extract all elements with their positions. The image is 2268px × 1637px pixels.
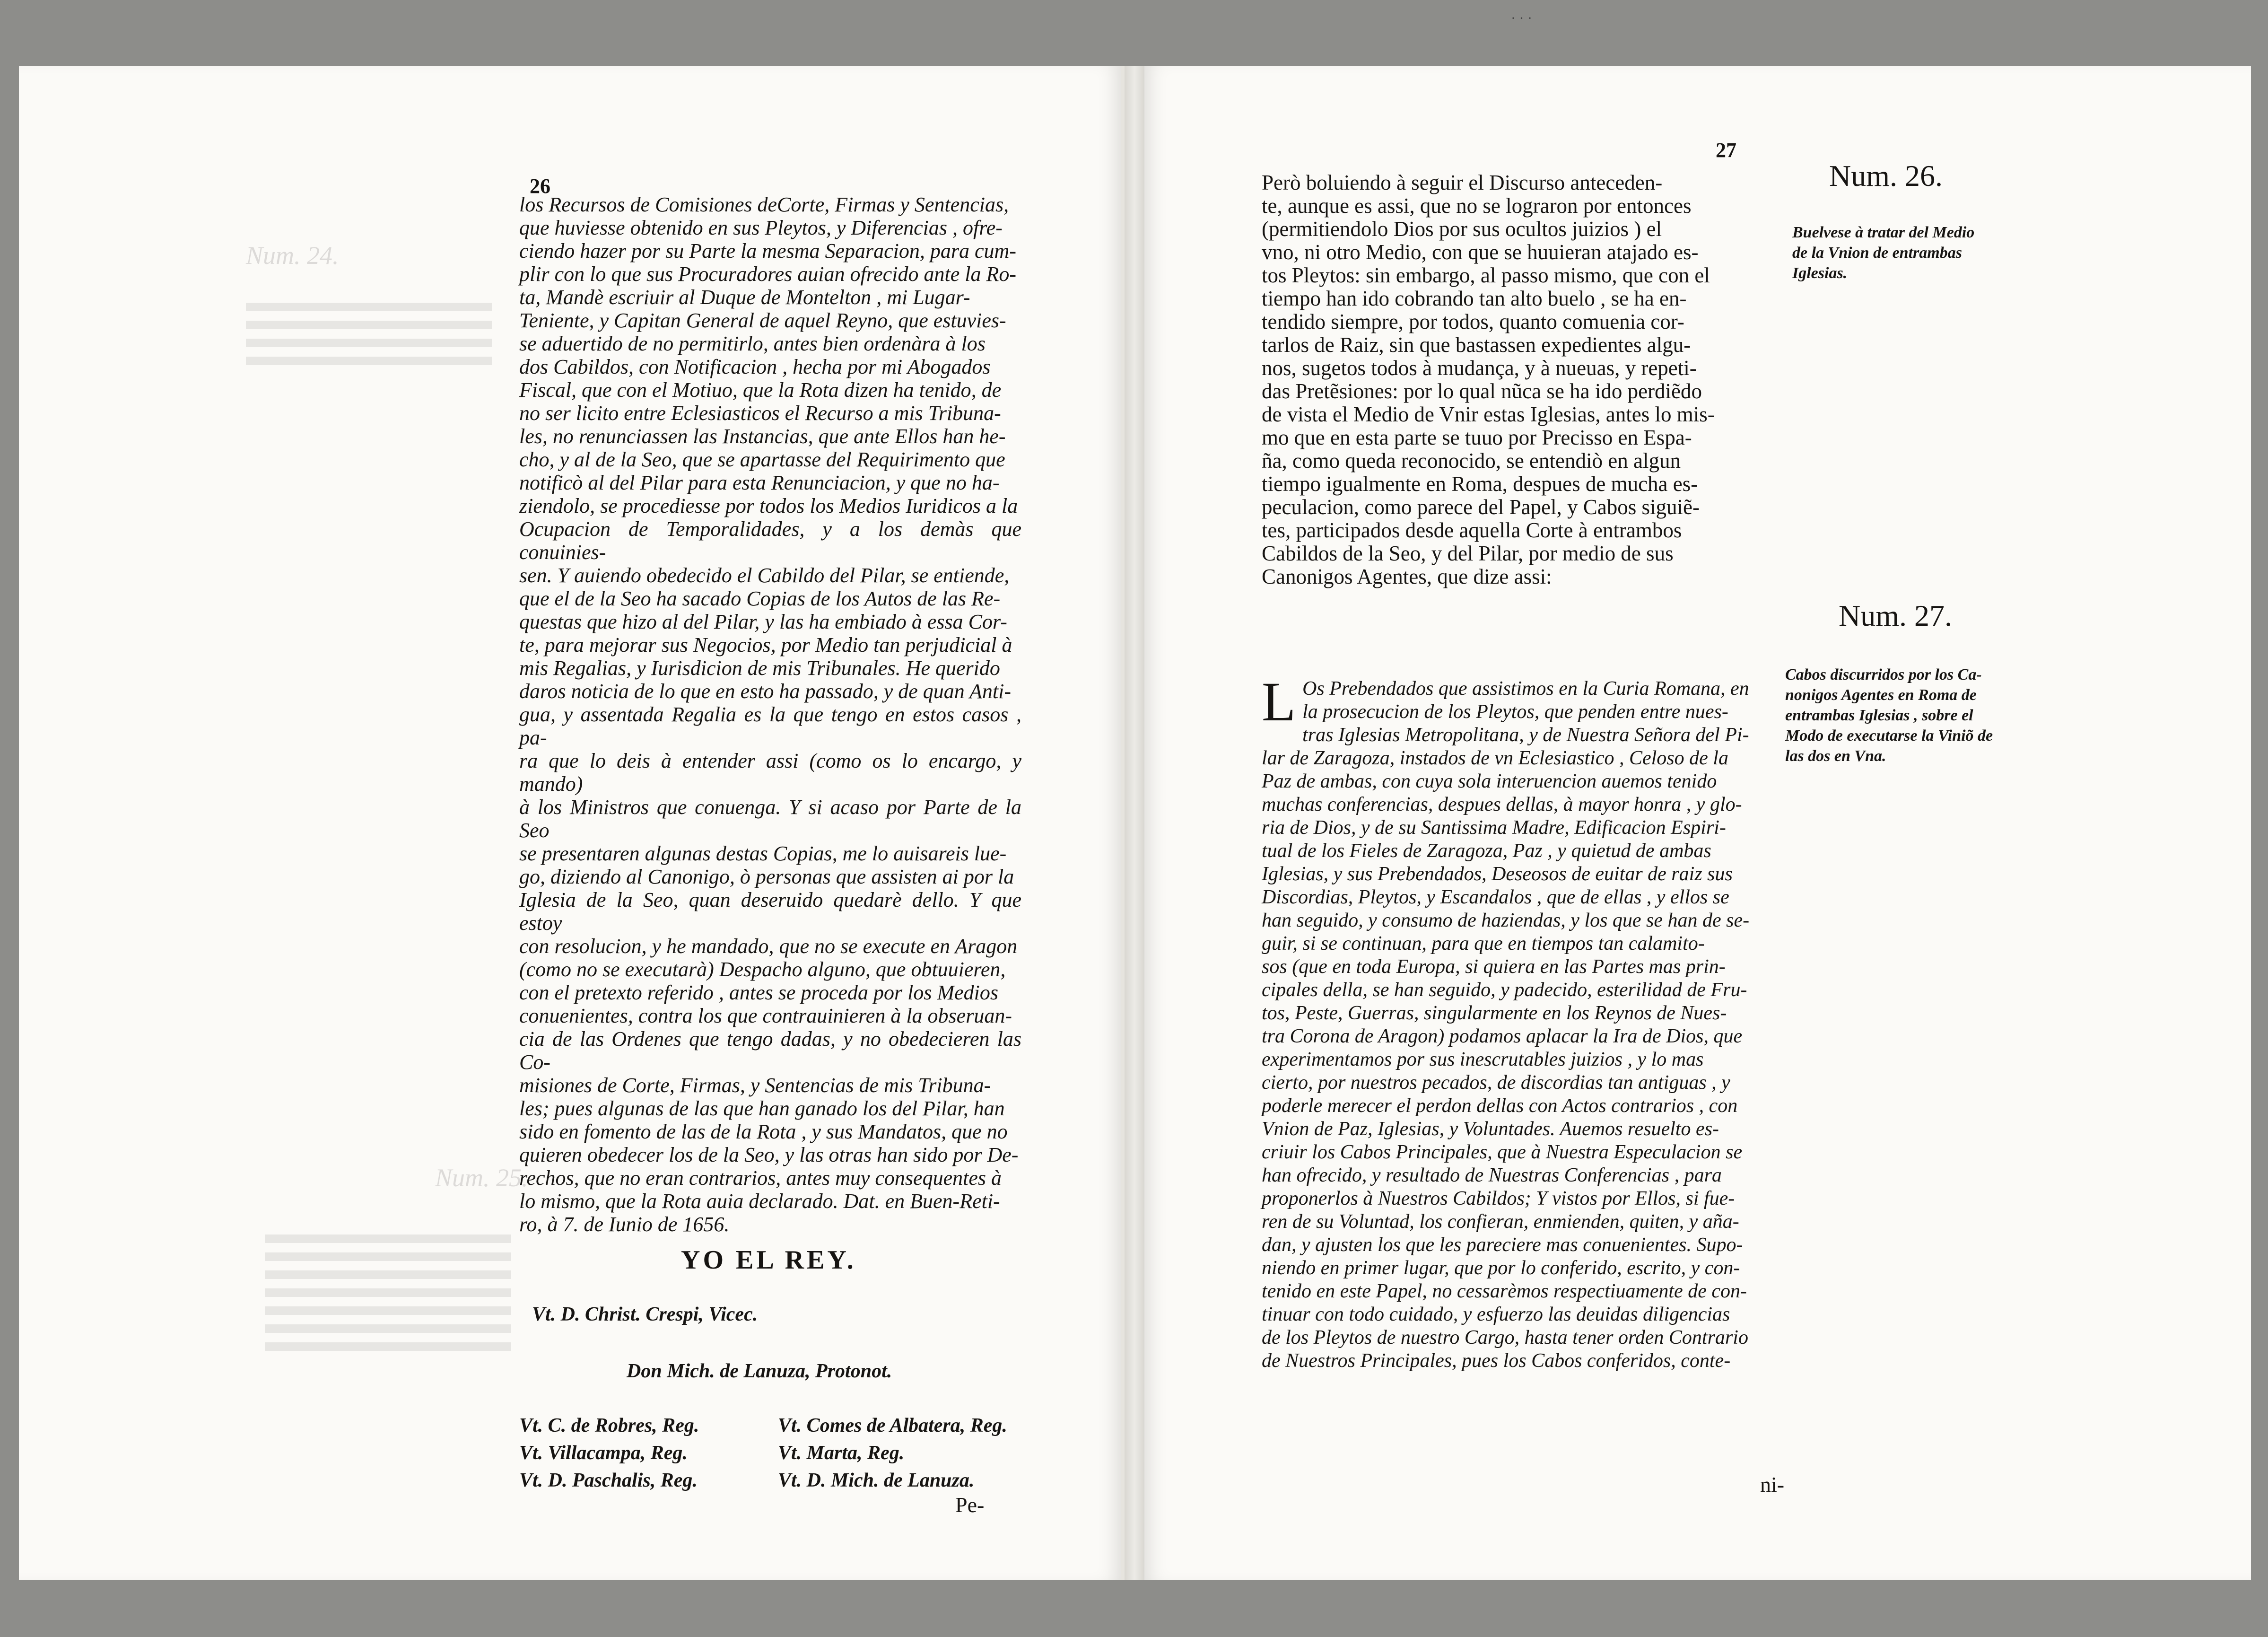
signature-paschalis: Vt. D. Paschalis, Reg. bbox=[519, 1470, 698, 1491]
text-line: mo que en esta parte se tuuo por Precisso en Espa- bbox=[1262, 426, 1692, 449]
right-catchword: ni- bbox=[1760, 1472, 1785, 1497]
text-line: tenido en este Papel, no cessarèmos respectiuamente de con- bbox=[1262, 1280, 1747, 1302]
text-line: de los Pleytos de nuestro Cargo, hasta tener orden Contrario bbox=[1262, 1327, 1748, 1348]
text-line: te, para mejorar sus Negocios, por Medio tan perjudicial à bbox=[519, 633, 1012, 657]
text-line: Paz de ambas, con cuya sola interuencion auemos tenido bbox=[1262, 770, 1717, 792]
bleed-through-block-a bbox=[246, 293, 492, 375]
text-line: à los Ministros que conuenga. Y si acaso por Parte de la Seo bbox=[519, 796, 1021, 842]
text-line: tes, participados desde aquella Corte à entrambos bbox=[1262, 518, 1682, 542]
margin-note-line: entrambas Iglesias , sobre el bbox=[1785, 707, 1973, 724]
text-line: te, aunque es assi, que no se lograron por entonces bbox=[1262, 194, 1692, 218]
text-line: criuir los Cabos Principales, que à Nuestra Especulacion se bbox=[1262, 1141, 1743, 1163]
text-line: Ocupacion de Temporalidades, y a los demàs que conuinies- bbox=[519, 517, 1021, 564]
text-line: han seguido, y consumo de haziendas, y los que se han de se- bbox=[1262, 910, 1750, 931]
yo-el-rey-signature: YO EL REY. bbox=[681, 1245, 856, 1275]
text-line: les; pues algunas de las que han ganado los del Pilar, han bbox=[519, 1097, 1005, 1120]
signature-robres: Vt. C. de Robres, Reg. bbox=[519, 1415, 699, 1436]
text-line: se aduertido de no permitirlo, antes bien ordenàra à los bbox=[519, 332, 986, 355]
text-line: ña, como queda reconocido, se entendiò en algun bbox=[1262, 449, 1681, 473]
text-line: muchas conferencias, despues dellas, à mayor honra , y glo- bbox=[1262, 794, 1742, 815]
text-line: ro, à 7. de Iunio de 1656. bbox=[519, 1213, 730, 1236]
text-line: cia de las Ordenes que tengo dadas, y no obedecieren las Co- bbox=[519, 1027, 1021, 1074]
text-line: tra Corona de Aragon) podamos aplacar la Ira de Dios, que bbox=[1262, 1025, 1743, 1047]
margin-note-line: Cabos discurridos por los Ca- bbox=[1785, 666, 1982, 683]
left-folio: 26 bbox=[530, 175, 550, 198]
text-line: questas que hizo al del Pilar, y las ha embiado à essa Cor- bbox=[519, 610, 1007, 633]
signature-marta: Vt. Marta, Reg. bbox=[778, 1442, 905, 1464]
left-body-text bbox=[519, 193, 1021, 1236]
text-line: tos, Peste, Guerras, singularmente en los Reynos de Nues- bbox=[1262, 1002, 1727, 1024]
right-folio: 27 bbox=[1716, 139, 1736, 162]
book-gutter bbox=[1125, 66, 1144, 1580]
text-line: Però boluiendo à seguir el Discurso anteceden- bbox=[1262, 171, 1663, 194]
text-line: lar de Zaragoza, instados de vn Eclesiastico , Celoso de la bbox=[1262, 747, 1728, 769]
signature-lanuza: Vt. D. Mich. de Lanuza. bbox=[778, 1470, 975, 1491]
text-line: dan, y ajusten los que les pareciere mas conuenientes. Supo- bbox=[1262, 1234, 1743, 1256]
text-line: dos Cabildos, con Notificacion , hecha por mi Abogados bbox=[519, 355, 991, 378]
text-line: tiempo igualmente en Roma, despues de mucha es- bbox=[1262, 472, 1698, 496]
margin-note-line: nonigos Agentes en Roma de bbox=[1785, 686, 1977, 704]
text-line: quieren obedecer los de la Seo, y las otras han sido por De- bbox=[519, 1143, 1019, 1166]
text-line: notificò al del Pilar para esta Renunciacion, y que no ha- bbox=[519, 471, 1000, 494]
bleed-through-block-b bbox=[265, 1225, 511, 1360]
text-line: niendo en primer lugar, que por lo conferido, escrito, y con- bbox=[1262, 1257, 1740, 1279]
text-line: sen. Y auiendo obedecido el Cabildo del Pilar, se entiende, bbox=[519, 564, 1010, 587]
text-line: tos Pleytos: sin embargo, al passo mismo, que con el bbox=[1262, 263, 1710, 287]
text-line: Fiscal, que con el Motiuo, que la Rota dizen ha tenido, de bbox=[519, 378, 1002, 402]
text-line: das Pretẽsiones: por lo qual nũca se ha ido perdiẽdo bbox=[1262, 379, 1702, 403]
text-line: ria de Dios, y de su Santissima Madre, Edificacion Espiri- bbox=[1262, 817, 1726, 839]
text-line: Cabildos de la Seo, y del Pilar, por medio de sus bbox=[1262, 542, 1674, 565]
text-line: Teniente, y Capitan General de aquel Reyno, que estuvies- bbox=[519, 309, 1006, 332]
text-line: se presentaren algunas destas Copias, me lo auisareis lue- bbox=[519, 842, 1007, 865]
text-line: ciendo hazer por su Parte la mesma Separacion, para cum- bbox=[519, 239, 1016, 263]
text-line: peculacion, como parece del Papel, y Cabos siguiẽ- bbox=[1262, 495, 1700, 519]
bleed-through-heading-b: Num. 25. bbox=[435, 1164, 528, 1192]
text-line: tendido siempre, por todos, quanto comuenia cor- bbox=[1262, 310, 1684, 333]
text-line: proponerlos à Nuestros Cabildos; Y vistos por Ellos, si fue- bbox=[1262, 1188, 1735, 1209]
margin-note-line: Iglesias. bbox=[1792, 264, 1848, 282]
text-line: que huviesse obtenido en sus Pleytos, y Diferencias , ofre- bbox=[519, 216, 1003, 239]
text-line: nos, sugetos todos à mudança, y à nueuas, y repeti- bbox=[1262, 356, 1697, 380]
margin-note-line: Buelvese à tratar del Medio bbox=[1792, 224, 1975, 241]
text-line: tarlos de Raiz, sin que bastassen expedientes algu- bbox=[1262, 333, 1691, 357]
text-line: lo mismo, que la Rota auia declarado. Dat. en Buen-Reti- bbox=[519, 1190, 1000, 1213]
text-line: les, no renunciassen las Instancias, que ante Ellos han he- bbox=[519, 425, 1006, 448]
text-line: daros noticia de lo que en esto ha passado, y de quan Anti- bbox=[519, 680, 1011, 703]
bleed-through-heading-a: Num. 24. bbox=[246, 241, 339, 270]
signature-lanuza-protonot: Don Mich. de Lanuza, Protonot. bbox=[627, 1360, 892, 1382]
text-line: sido en fomento de las de la Rota , y sus Mandatos, que no bbox=[519, 1120, 1008, 1143]
signature-villacampa: Vt. Villacampa, Reg. bbox=[519, 1442, 688, 1464]
right-body-text bbox=[1262, 171, 1758, 588]
text-line: cipales della, se han seguido, y padecido, esterilidad de Fru- bbox=[1262, 979, 1747, 1001]
text-line: de vista el Medio de Vnir estas Iglesias, antes lo mis- bbox=[1262, 403, 1715, 426]
left-catchword: Pe- bbox=[955, 1493, 985, 1517]
margin-note-line: Modo de executarse la Viniõ de bbox=[1785, 727, 1993, 744]
text-line: guir, si se continuan, para que en tiempos tan calamito- bbox=[1262, 933, 1705, 954]
text-line: cierto, por nuestros pecados, de discordias tan antiguas , y bbox=[1262, 1072, 1730, 1094]
text-line: con resolucion, y he mandado, que no se execute en Aragon bbox=[519, 935, 1018, 958]
margin-heading-num-26: Num. 26. bbox=[1829, 159, 1943, 193]
text-line: ta, Mandè escriuir al Duque de Montelton , mi Lugar- bbox=[519, 286, 970, 309]
margin-note-line: las dos en Vna. bbox=[1785, 747, 1886, 765]
text-line: ren de su Voluntad, los confieran, enmienden, quiten, y aña- bbox=[1262, 1211, 1739, 1233]
text-line: Iglesias, y sus Prebendados, Deseosos de euitar de raiz sus bbox=[1262, 863, 1733, 885]
margin-note-num-26 bbox=[1792, 222, 2019, 283]
text-line: misiones de Corte, Firmas, y Sentencias de mis Tribuna- bbox=[519, 1074, 991, 1097]
margin-heading-num-27: Num. 27. bbox=[1839, 599, 1952, 632]
text-line: experimentamos por sus inescrutables juizios , y lo mas bbox=[1262, 1049, 1704, 1070]
text-line: con el pretexto referido , antes se proceda por los Medios bbox=[519, 981, 999, 1004]
text-line: go, diziendo al Canonigo, ò personas que assisten ai por la bbox=[519, 865, 1014, 888]
text-line: ziendolo, se procediesse por todos los Medios Iuridicos a la bbox=[519, 494, 1018, 517]
text-line: sos (que en toda Europa, si quiera en las Partes mas prin- bbox=[1262, 956, 1726, 978]
text-line: tual de los Fieles de Zaragoza, Paz , y quietud de ambas bbox=[1262, 840, 1711, 862]
drop-cap-L: L bbox=[1262, 671, 1296, 733]
text-line: rechos, que no eran contrarios, antes muy consequentes à bbox=[519, 1166, 1002, 1190]
text-line: de Nuestros Principales, pues los Cabos conferidos, conte- bbox=[1262, 1350, 1731, 1372]
text-line: tinuar con todo cuidado, y esfuerzo las deuidas diligencias bbox=[1262, 1304, 1730, 1325]
text-line: conuenientes, contra los que contrauinieren à la obseruan- bbox=[519, 1004, 1012, 1027]
text-line: (permitiendolo Dios por sus ocultos juizios ) el bbox=[1262, 217, 1662, 241]
signature-albatera: Vt. Comes de Albatera, Reg. bbox=[778, 1415, 1007, 1436]
text-line: no ser licito entre Eclesiasticos el Recurso a mis Tribuna- bbox=[519, 402, 1001, 425]
text-line: ra que lo deis à entender assi (como os lo encargo, y mando) bbox=[519, 749, 1021, 796]
text-line: los Recursos de Comisiones deCorte, Firmas y Sentencias, bbox=[519, 193, 1009, 216]
text-line: vno, ni otro Medio, con que se huuieran atajado es- bbox=[1262, 240, 1699, 264]
margin-note-line: de la Vnion de entrambas bbox=[1792, 244, 1962, 262]
text-line: Canonigos Agentes, que dize assi: bbox=[1262, 565, 1552, 588]
text-line: gua, y assentada Regalia es la que tengo en estos casos , pa- bbox=[519, 703, 1021, 749]
text-line: Discordias, Pleytos, y Escandalos , que de ellas , y ellos se bbox=[1262, 886, 1729, 908]
cabos-quoted-text bbox=[1262, 671, 1782, 1373]
text-line: la prosecucion de los Pleytos, que penden entre nues- bbox=[1302, 701, 1728, 723]
text-line: Vnion de Paz, Iglesias, y Voluntades. Auemos resuelto es- bbox=[1262, 1118, 1719, 1140]
margin-note-num-27 bbox=[1785, 665, 2026, 766]
text-line: tiempo han ido cobrando tan alto buelo , se ha en- bbox=[1262, 287, 1687, 310]
text-line: mis Regalias, y Iurisdicion de mis Tribunales. He querido bbox=[519, 657, 1000, 680]
signature-crespi: Vt. D. Christ. Crespi, Vicec. bbox=[532, 1304, 758, 1325]
text-line: cho, y al de la Seo, que se apartasse del Requirimento que bbox=[519, 448, 1005, 471]
text-line: tras Iglesias Metropolitana, y de Nuestra Señora del Pi- bbox=[1302, 724, 1749, 746]
text-line: han ofrecido, y resultado de Nuestras Conferencias , para bbox=[1262, 1164, 1722, 1186]
top-speck: · · · bbox=[1511, 10, 1532, 26]
text-line: Os Prebendados que assistimos en la Curia Romana, en bbox=[1302, 678, 1749, 700]
text-line: que el de la Seo ha sacado Copias de los Autos de las Re- bbox=[519, 587, 1001, 610]
text-line: (como no se executarà) Despacho alguno, que obtuuieren, bbox=[519, 958, 1006, 981]
text-line: poderle merecer el perdon dellas con Actos contrarios , con bbox=[1262, 1095, 1738, 1117]
text-line: plir con lo que sus Procuradores auian ofrecido ante la Ro- bbox=[519, 263, 1016, 286]
text-line: Iglesia de la Seo, quan deseruido quedarè dello. Y que estoy bbox=[519, 888, 1021, 935]
